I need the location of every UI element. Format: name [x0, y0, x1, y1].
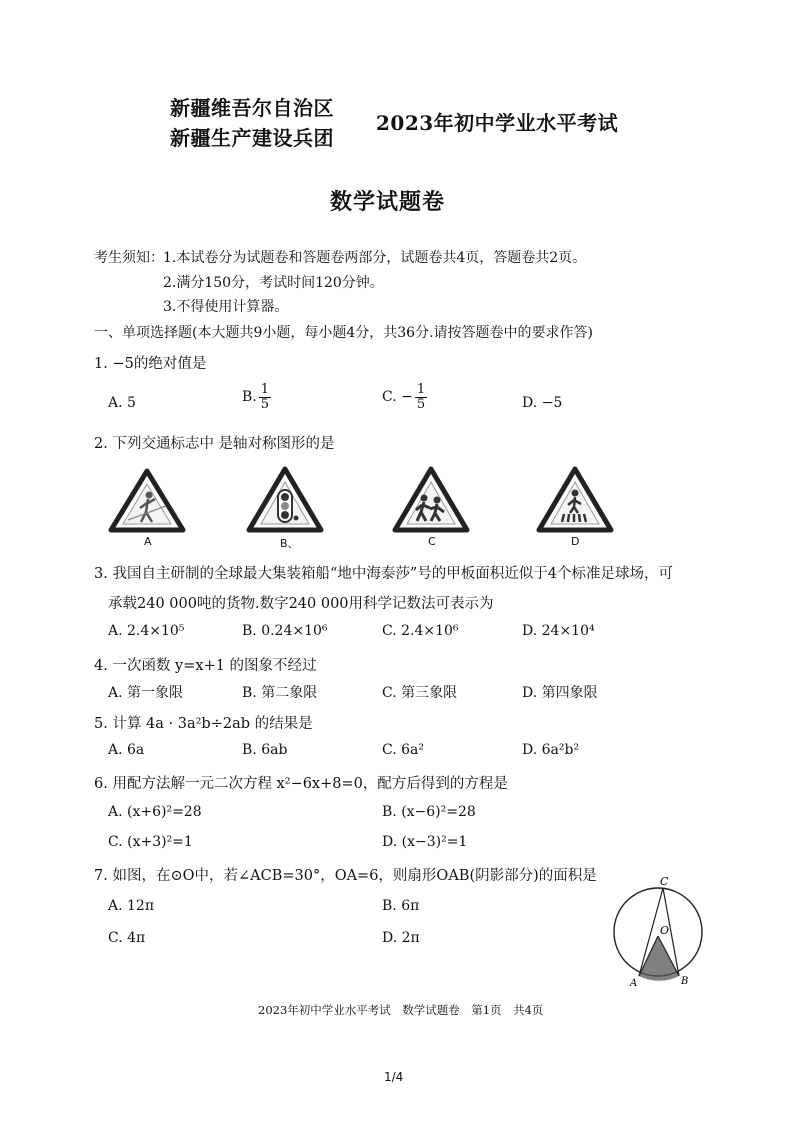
- question-5-stem: 5. 计算 4a · 3a²b÷2ab 的结果是: [94, 716, 313, 732]
- question-1-stem: 1. −5的绝对值是: [94, 356, 207, 372]
- circle-sector-figure: [608, 872, 708, 990]
- exam-title: 2023年初中学业水平考试: [376, 111, 619, 135]
- question-5-option-b: B. 6ab: [242, 742, 288, 758]
- section-heading: 一、单项选择题(本大题共9小题，每小题4分，共36分.请按答题卷中的要求作答): [94, 325, 594, 341]
- region-line-1: 新疆维吾尔自治区: [170, 96, 334, 120]
- notice-item-3: 3.不得使用计算器。: [163, 299, 289, 315]
- question-4-option-b: B. 第二象限: [242, 685, 318, 701]
- sign-label-a: A: [144, 535, 152, 548]
- question-4-stem: 4. 一次函数 y=x+1 的图象不经过: [94, 658, 317, 674]
- question-3-stem-line-2: 承载240 000吨的货物.数字240 000用科学记数法可表示为: [108, 596, 494, 612]
- figure-label-b: B: [681, 976, 689, 987]
- figure-label-c: C: [660, 875, 669, 888]
- notice-item-2: 2.满分150分，考试时间120分钟。: [163, 275, 384, 291]
- question-3-option-b: B. 0.24×10⁶: [242, 623, 328, 639]
- question-3-option-d: D. 24×10⁴: [522, 623, 595, 639]
- question-7-option-a: A. 12π: [108, 898, 155, 914]
- question-3-stem-line-1: 3. 我国自主研制的全球最大集装箱船“地中海泰莎”号的甲板面积近似于4个标准足球场，可: [94, 566, 673, 582]
- question-5-option-a: A. 6a: [108, 742, 145, 758]
- question-5-option-c: C. 6a²: [382, 742, 424, 758]
- question-6-stem: 6. 用配方法解一元二次方程 x²−6x+8=0，配方后得到的方程是: [94, 776, 508, 792]
- figure-label-o: O: [660, 924, 670, 937]
- fraction-numerator: 1: [260, 382, 270, 397]
- question-4-option-c: C. 第三象限: [382, 685, 458, 701]
- question-5-option-d: D. 6a²b²: [522, 742, 580, 758]
- question-7-option-d: D. 2π: [382, 930, 420, 946]
- option-c-label: C. −: [382, 389, 413, 406]
- sign-label-c: C: [428, 535, 436, 548]
- page-footer: 2023年初中学业水平考试 数学试题卷 第1页 共4页: [258, 1003, 544, 1017]
- question-6-option-c: C. (x+3)²=1: [108, 834, 193, 850]
- question-7-option-b: B. 6π: [382, 898, 420, 914]
- question-4-option-d: D. 第四象限: [522, 685, 598, 701]
- question-7-option-c: C. 4π: [108, 930, 146, 946]
- question-3-option-a: A. 2.4×10⁵: [108, 623, 185, 639]
- fraction-numerator: 1: [416, 382, 426, 397]
- question-1-option-c: [382, 383, 427, 411]
- question-4-option-a: A. 第一象限: [108, 685, 184, 701]
- traffic-sign-a-icon: [108, 468, 186, 534]
- fraction-denominator: 5: [416, 396, 426, 412]
- option-b-label: B.: [242, 389, 257, 406]
- traffic-sign-c-icon: [392, 466, 470, 534]
- sign-label-d: D: [571, 535, 580, 548]
- notice-label: 考生须知：: [94, 250, 164, 266]
- question-6-option-d: D. (x−3)²=1: [382, 834, 468, 850]
- figure-label-a: A: [630, 978, 638, 989]
- paper-title: 数学试题卷: [330, 189, 446, 215]
- fraction-one-fifth: [415, 383, 427, 411]
- question-6-option-a: A. (x+6)²=28: [108, 804, 202, 820]
- question-6-option-b: B. (x−6)²=28: [382, 804, 476, 820]
- question-7-stem: 7. 如图，在⊙O中，若∠ACB=30°，OA=6，则扇形OAB(阴影部分)的面积是: [94, 868, 597, 884]
- fraction-denominator: 5: [260, 396, 270, 412]
- question-1-option-b: [242, 383, 271, 411]
- page-indicator: 1/4: [384, 1070, 404, 1084]
- question-1-option-d: D. −5: [522, 395, 563, 411]
- traffic-sign-d-icon: [536, 466, 614, 534]
- question-1-option-a: A. 5: [108, 395, 136, 411]
- sign-label-b: B、: [280, 537, 299, 550]
- fraction-one-fifth: [259, 383, 271, 411]
- notice-item-1: 1.本试卷分为试题卷和答题卷两部分，试题卷共4页，答题卷共2页。: [163, 250, 587, 266]
- question-2-stem: 2. 下列交通标志中 是轴对称图形的是: [94, 436, 335, 452]
- traffic-sign-b-icon: [246, 466, 324, 534]
- question-3-option-c: C. 2.4×10⁶: [382, 623, 459, 639]
- region-line-2: 新疆生产建设兵团: [170, 126, 334, 150]
